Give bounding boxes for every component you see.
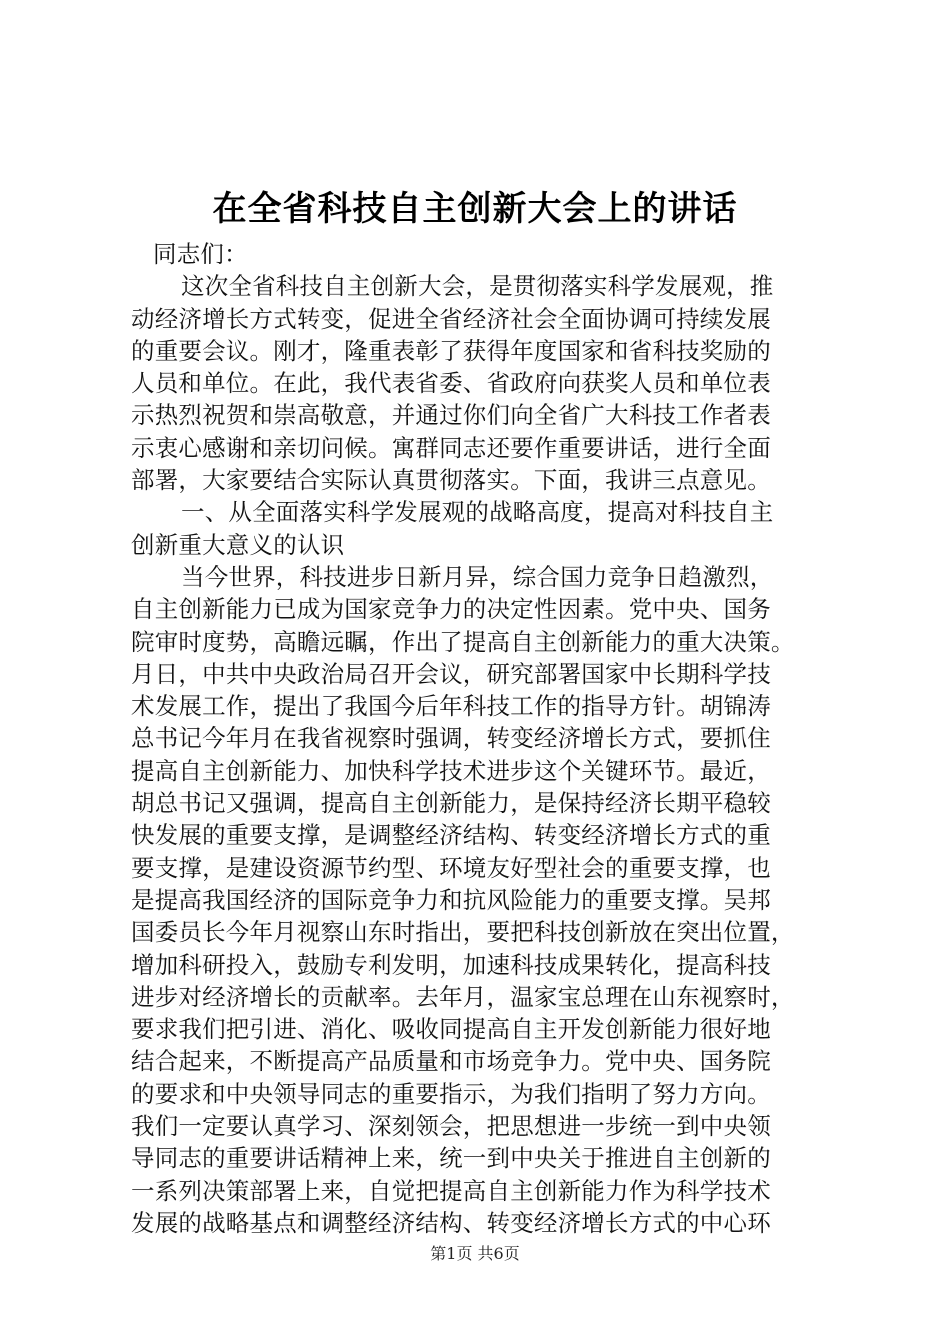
document-body xyxy=(131,238,831,1239)
paragraph-line: 导同志的重要讲话精神上来，统一到中央关于推进自主创新的 xyxy=(131,1144,771,1173)
page-number-footer: 第1页 共6页 xyxy=(430,1244,520,1263)
paragraph-line: 示热烈祝贺和崇高敬意，并通过你们向全省广大科技工作者表 xyxy=(131,401,771,430)
paragraph-line: 人员和单位。在此，我代表省委、省政府向获奖人员和单位表 xyxy=(131,369,771,398)
paragraph-line: 增加科研投入，鼓励专利发明，加速科技成果转化，提高科技 xyxy=(131,950,771,979)
paragraph-line: 示衷心感谢和亲切问候。寓群同志还要作重要讲话，进行全面 xyxy=(131,433,771,462)
paragraph-line: 这次全省科技自主创新大会，是贯彻落实科学发展观，推 xyxy=(181,272,774,301)
paragraph-line: 动经济增长方式转变，促进全省经济社会全面协调可持续发展 xyxy=(131,304,771,333)
paragraph-line: 我们一定要认真学习、深刻领会，把思想进一步统一到中央领 xyxy=(131,1112,771,1141)
paragraph-line: 的要求和中央领导同志的重要指示，为我们指明了努力方向。 xyxy=(131,1079,771,1108)
salutation-line: 同志们： xyxy=(153,240,248,268)
paragraph-line: 提高自主创新能力、加快科学技术进步这个关键环节。最近， xyxy=(131,756,771,785)
document-title: 在全省科技自主创新大会上的讲话 xyxy=(212,189,738,229)
section-heading-line: 创新重大意义的认识 xyxy=(131,530,345,559)
paragraph-line: 是提高我国经济的国际竞争力和抗风险能力的重要支撑。吴邦 xyxy=(131,885,771,914)
paragraph-line: 结合起来，不断提高产品质量和市场竞争力。党中央、国务院 xyxy=(131,1047,771,1076)
paragraph-line: 部署，大家要结合实际认真贯彻落实。下面，我讲三点意见。 xyxy=(131,466,771,495)
paragraph-line: 国委员长今年月视察山东时指出，要把科技创新放在突出位置， xyxy=(131,918,795,947)
paragraph-line: 要支撑，是建设资源节约型、环境友好型社会的重要支撑，也 xyxy=(131,853,771,882)
paragraph-line: 发展的战略基点和调整经济结构、转变经济增长方式的中心环 xyxy=(131,1208,771,1237)
paragraph-line: 月日，中共中央政治局召开会议，研究部署国家中长期科学技 xyxy=(131,659,771,688)
section-heading-line: 一、从全面落实科学发展观的战略高度，提高对科技自主 xyxy=(181,498,774,527)
paragraph-line: 当今世界，科技进步日新月异，综合国力竞争日趋激烈， xyxy=(181,562,774,591)
paragraph-line: 院审时度势，高瞻远瞩，作出了提高自主创新能力的重大决策。 xyxy=(131,627,795,656)
paragraph-line: 进步对经济增长的贡献率。去年月，温家宝总理在山东视察时， xyxy=(131,982,795,1011)
paragraph-line: 总书记今年月在我省视察时强调，转变经济增长方式，要抓住 xyxy=(131,724,771,753)
paragraph-line: 的重要会议。刚才，隆重表彰了获得年度国家和省科技奖励的 xyxy=(131,336,771,365)
paragraph-line: 胡总书记又强调，提高自主创新能力，是保持经济长期平稳较 xyxy=(131,789,771,818)
paragraph-line: 自主创新能力已成为国家竞争力的决定性因素。党中央、国务 xyxy=(131,595,771,624)
paragraph-line: 要求我们把引进、消化、吸收同提高自主开发创新能力很好地 xyxy=(131,1015,771,1044)
paragraph-line: 一系列决策部署上来，自觉把提高自主创新能力作为科学技术 xyxy=(131,1176,771,1205)
paragraph-line: 术发展工作，提出了我国今后年科技工作的指导方针。胡锦涛 xyxy=(131,692,771,721)
paragraph-line: 快发展的重要支撑，是调整经济结构、转变经济增长方式的重 xyxy=(131,821,771,850)
